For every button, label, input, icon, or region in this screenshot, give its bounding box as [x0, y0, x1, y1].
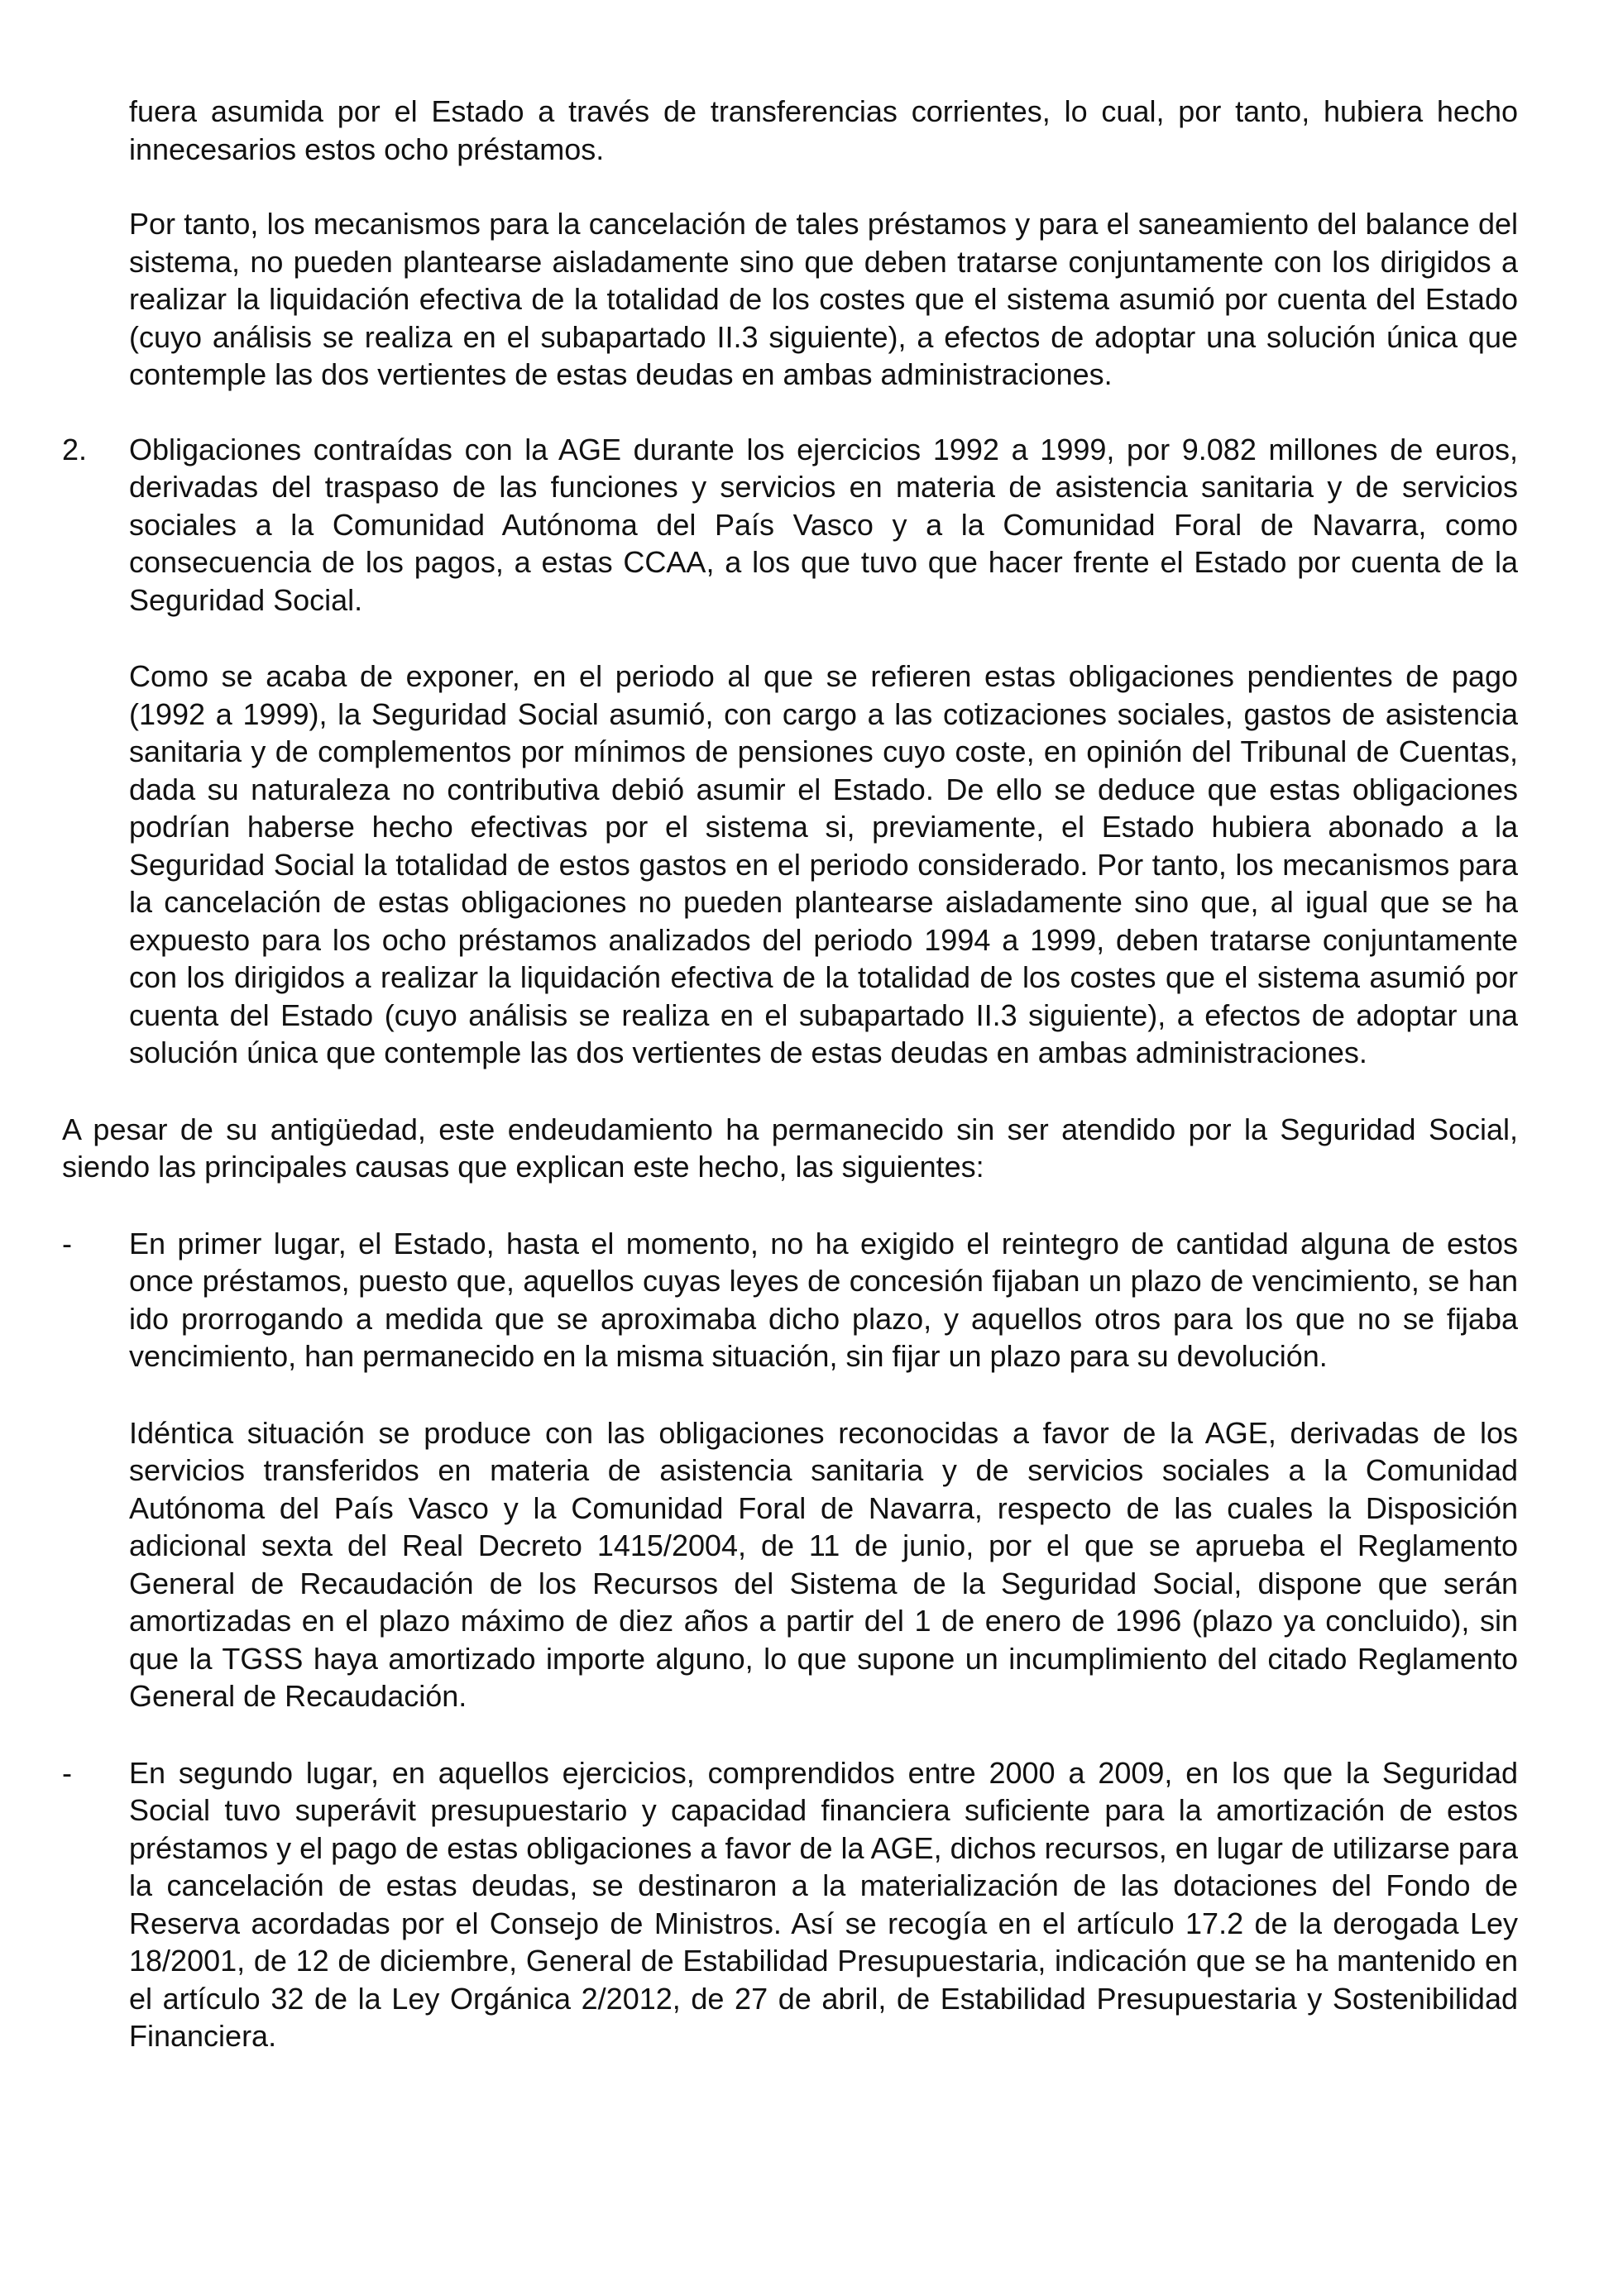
bullet-item-text: En segundo lugar, en aquellos ejercicios, comprendidos entre 2000 a 2009, en los que la Seguridad Social tuvo superávit presupuestario y capacidad financiera suficiente para la amortización de estos préstamos y el pago de estas obligaciones a favor de la AGE, dichos recursos, en lugar de utilizarse para la cancelación de estas deudas, se destinaron a la materialización de las dotaciones del Fondo de Reserva acordadas por el Consejo de Ministros. Así se recogía en el artículo 17.2 de la derogada Ley 18/2001, de 12 de diciembre, General de Estabilidad Presupuestaria, indicación que se ha mantenido en el artículo 32 de la Ley Orgánica 2/2012, de 27 de abril, de Estabilidad Presupuestaria y Sostenibilidad Financiera. — [129, 1755, 1518, 2053]
bullet-item-segundo-lugar — [62, 1754, 1518, 2055]
bullet-dash: - — [62, 1755, 72, 1790]
bullet-item-text: En primer lugar, el Estado, hasta el momento, no ha exigido el reintegro de cantidad alguna de estos once préstamos, puesto que, aquellos cuyas leyes de concesión fijaban un plazo de vencimiento, se han ido prorrogando a medida que se aproximaba dicho plazo, y aquellos otros para los que no se fijaba vencimiento, han permanecido en la misma situación, sin fijar un plazo para su devolución. — [129, 1226, 1518, 1373]
list-item-number: 2. — [62, 432, 88, 466]
bullet-item-primer-lugar — [62, 1225, 1518, 1375]
paragraph-como-se-acaba: Como se acaba de exponer, en el periodo al que se refieren estas obligaciones pendientes de pago (1992 a 1999), la Seguridad Social asumió, con cargo a las cotizaciones sociales, gastos de asistencia sanitaria y de complementos por mínimos de pensiones cuyo coste, en opinión del Tribunal de Cuentas, dada su naturaleza no contributiva debió asumir el Estado. De ello se deduce que estas obligaciones podrían haberse hecho efectivas por el sistema si, previamente, el Estado hubiera abonado a la Seguridad Social la totalidad de estos gastos en el periodo considerado. Por tanto, los mecanismos para la cancelación de estas obligaciones no pueden plantearse aisladamente sino que, al igual que se ha expuesto para los ocho préstamos analizados del periodo 1994 a 1999, deben tratarse conjuntamente con los dirigidos a realizar la liquidación efectiva de la totalidad de los costes que el sistema asumió por cuenta del Estado (cuyo análisis se realiza en el subapartado II.3 siguiente), a efectos de adoptar una solución única que contemple las dos vertientes de estas deudas en ambas administraciones. — [129, 659, 1518, 1069]
paragraph-identica-situacion: Idéntica situación se produce con las obligaciones reconocidas a favor de la AGE, derivadas de los servicios transferidos en materia de asistencia sanitaria y de servicios sociales a la Comunidad Autónoma del País Vasco y la Comunidad Foral de Navarra, respecto de las cuales la Disposición adicional sexta del Real Decreto 1415/2004, de 11 de junio, por el que se aprueba el Reglamento General de Recaudación de los Recursos del Sistema de la Seguridad Social, dispone que serán amortizadas en el plazo máximo de diez años a partir del 1 de enero de 1996 (plazo ya concluido), sin que la TGSS haya amortizado importe alguno, lo que supone un incumplimiento del citado Reglamento General de Recaudación. — [129, 1415, 1518, 1713]
document-body — [62, 93, 1518, 2055]
list-item-text: Obligaciones contraídas con la AGE durante los ejercicios 1992 a 1999, por 9.082 millones de euros, derivadas del traspaso de las funciones y servicios en materia de asistencia sanitaria y de servicios sociales a la Comunidad Autónoma del País Vasco y a la Comunidad Foral de Navarra, como consecuencia de los pagos, a estas CCAA, a los que tuvo que hacer frente el Estado por cuenta de la Seguridad Social. — [129, 432, 1518, 617]
paragraph-a-pesar: A pesar de su antigüedad, este endeudamiento ha permanecido sin ser atendido por la Seguridad Social, siendo las principales causas que explican este hecho, las siguientes: — [62, 1112, 1518, 1184]
paragraph-mecanismos-prestamos: Por tanto, los mecanismos para la cancelación de tales préstamos y para el saneamiento del balance del sistema, no pueden plantearse aisladamente sino que deben tratarse conjuntamente con los dirigidos a realizar la liquidación efectiva de la totalidad de los costes que el sistema asumió por cuenta del Estado (cuyo análisis se realiza en el subapartado II.3 siguiente), a efectos de adoptar una solución única que contemple las dos vertientes de estas deudas en ambas administraciones. — [129, 207, 1518, 391]
paragraph-continuation: fuera asumida por el Estado a través de transferencias corrientes, lo cual, por tanto, hubiera hecho innecesarios estos ocho préstamos. — [129, 94, 1518, 166]
bullet-dash: - — [62, 1226, 72, 1260]
list-item-obligaciones-age — [62, 431, 1518, 619]
